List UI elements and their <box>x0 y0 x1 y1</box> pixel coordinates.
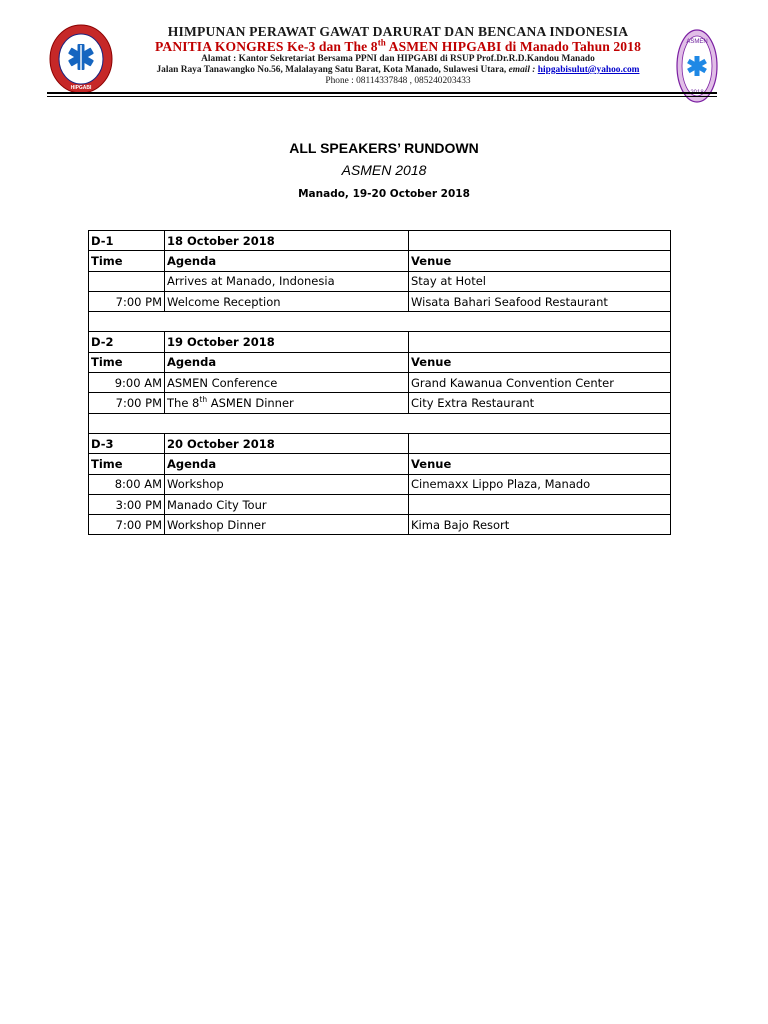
time-cell: 7:00 PM <box>89 515 165 535</box>
agenda-cell: Welcome Reception <box>165 291 409 311</box>
agenda-cell-sup: th <box>199 395 208 405</box>
time-cell: 3:00 PM <box>89 494 165 514</box>
committee-line-a: PANITIA KONGRES Ke-3 dan The 8 <box>155 39 378 54</box>
time-cell: 9:00 AM <box>89 373 165 393</box>
phone-line: Phone : 08114337848 , 085240203433 <box>325 76 471 86</box>
venue-cell: Cinemaxx Lippo Plaza, Manado <box>409 474 671 494</box>
col-agenda-header: Agenda <box>165 251 409 271</box>
logo-left-text: HIPGABI <box>70 85 92 91</box>
day-date: 19 October 2018 <box>165 332 409 352</box>
logo-right-title: ASMEN <box>686 39 708 45</box>
venue-cell: Stay at Hotel <box>409 271 671 291</box>
table-row <box>89 291 671 311</box>
table-row <box>89 494 671 514</box>
agenda-cell <box>165 393 409 413</box>
spacer-cell <box>89 413 671 433</box>
col-venue-header: Venue <box>409 352 671 372</box>
committee-line-b: ASMEN HIPGABI di Manado Tahun 2018 <box>385 39 641 54</box>
table-row <box>89 373 671 393</box>
hipgabi-logo-icon <box>48 23 114 95</box>
committee-line-sup: th <box>377 37 386 48</box>
day-label: D-1 <box>89 231 165 251</box>
column-header-row <box>89 352 671 372</box>
document-title: ALL SPEAKERS’ RUNDOWN <box>289 140 479 156</box>
day-header-row <box>89 433 671 453</box>
header-rule-thick <box>47 92 717 94</box>
col-time-header: Time <box>89 251 165 271</box>
col-venue-header: Venue <box>409 251 671 271</box>
venue-cell: Kima Bajo Resort <box>409 515 671 535</box>
col-time-header: Time <box>89 352 165 372</box>
committee-line <box>118 39 678 54</box>
empty-cell <box>409 332 671 352</box>
table-row <box>89 474 671 494</box>
column-header-row <box>89 454 671 474</box>
rundown-table <box>88 230 671 535</box>
agenda-cell: ASMEN Conference <box>165 373 409 393</box>
email-label: email : <box>508 65 536 75</box>
empty-cell <box>409 231 671 251</box>
venue-cell: City Extra Restaurant <box>409 393 671 413</box>
header-rule-thin <box>47 96 717 97</box>
empty-cell <box>409 433 671 453</box>
day-header-row <box>89 332 671 352</box>
logo-right-year: 2018 <box>690 90 704 96</box>
agenda-cell-b: ASMEN Dinner <box>207 396 294 411</box>
col-agenda-header: Agenda <box>165 352 409 372</box>
street-line <box>118 65 678 76</box>
table-row <box>89 515 671 535</box>
table-row <box>89 271 671 291</box>
venue-cell <box>409 494 671 514</box>
column-header-row <box>89 251 671 271</box>
col-venue-header: Venue <box>409 454 671 474</box>
col-agenda-header: Agenda <box>165 454 409 474</box>
agenda-cell-a: The 8 <box>167 396 200 411</box>
street-text: Jalan Raya Tanawangko No.56, Malalayang Satu Barat, Kota Manado, Sulawesi Utara, <box>156 65 509 75</box>
time-cell <box>89 271 165 291</box>
venue-cell: Grand Kawanua Convention Center <box>409 373 671 393</box>
agenda-cell: Workshop <box>165 474 409 494</box>
letterhead <box>0 18 768 98</box>
time-cell: 7:00 PM <box>89 393 165 413</box>
document-subtitle: ASMEN 2018 <box>341 162 427 178</box>
day-header-row <box>89 231 671 251</box>
letterhead-text <box>118 24 678 87</box>
email-link[interactable]: hipgabisulut@yahoo.com <box>537 65 640 75</box>
spacer-row <box>89 413 671 433</box>
spacer-row <box>89 312 671 332</box>
day-label: D-3 <box>89 433 165 453</box>
agenda-cell: Manado City Tour <box>165 494 409 514</box>
time-cell: 8:00 AM <box>89 474 165 494</box>
agenda-cell: Workshop Dinner <box>165 515 409 535</box>
day-date: 18 October 2018 <box>165 231 409 251</box>
table-row <box>89 393 671 413</box>
day-date: 20 October 2018 <box>165 433 409 453</box>
day-label: D-2 <box>89 332 165 352</box>
time-cell: 7:00 PM <box>89 291 165 311</box>
org-name: HIMPUNAN PERAWAT GAWAT DARURAT DAN BENCANA INDONESIA <box>167 24 629 39</box>
document-dateline: Manado, 19-20 October 2018 <box>298 188 470 200</box>
col-time-header: Time <box>89 454 165 474</box>
spacer-cell <box>89 312 671 332</box>
address-line: Alamat : Kantor Sekretariat Bersama PPNI dan HIPGABI di RSUP Prof.Dr.R.D.Kandou Manado <box>201 54 595 64</box>
agenda-cell: Arrives at Manado, Indonesia <box>165 271 409 291</box>
venue-cell: Wisata Bahari Seafood Restaurant <box>409 291 671 311</box>
